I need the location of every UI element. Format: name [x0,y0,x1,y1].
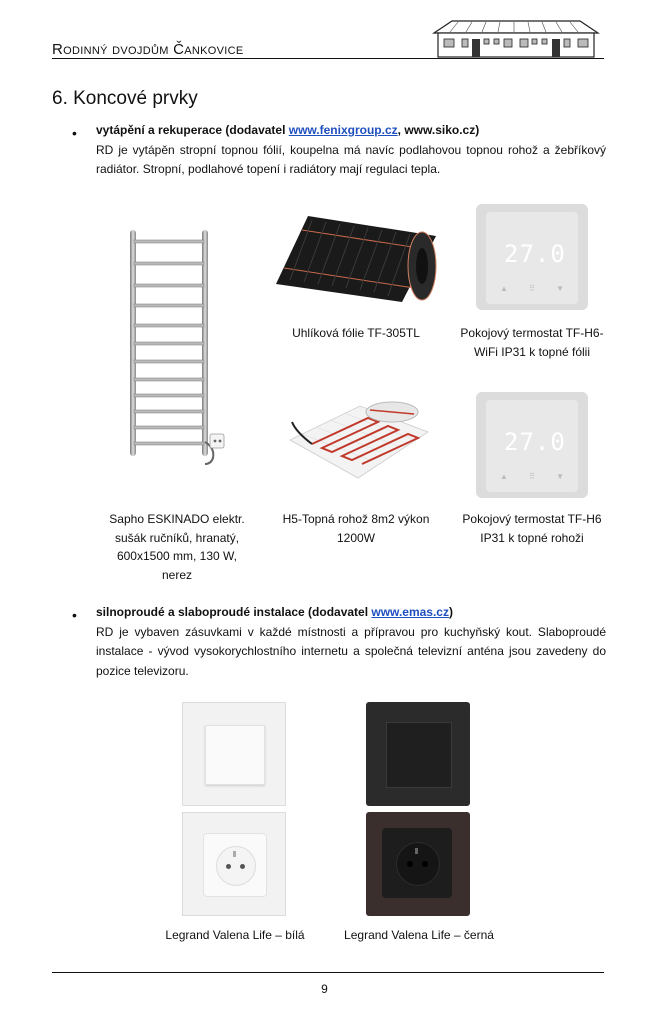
bullet-heating: • [72,125,77,141]
heating-mat-caption: H5-Topná rohož 8m2 výkon 1200W [282,512,430,545]
heating-film-caption: Uhlíková fólie TF-305TL [292,326,420,340]
black-socket-image [366,812,470,916]
bullet-electric: • [72,607,77,623]
white-variant-caption: Legrand Valena Life – bílá [165,928,305,942]
fenixgroup-link[interactable]: www.fenixgroup.cz [288,123,398,137]
footer-rule [52,972,604,973]
thermostat-wifi-image: 27.0 ▲ ⠿ ▼ [476,204,588,310]
heating-paragraph [96,121,606,180]
thermostat-ip31-image: 27.0 ▲ ⠿ ▼ [476,392,588,498]
electric-heading-end: ) [448,605,453,619]
heating-heading-end: , www.siko.cz) [397,123,480,137]
heating-film-image [272,210,442,306]
document-header-title: Rodinný dvojdům Čankovice [52,41,244,58]
page-number: 9 [321,982,328,996]
electric-paragraph [96,603,606,681]
towel-radiator-caption: Sapho ESKINADO elektr. sušák ručníků, hranatý, 600x1500 mm, 130 W, nerez [109,512,245,582]
electric-heading-start: silnoproudé a slaboproudé instalace (dodavatel [96,605,372,619]
heating-body-text: RD je vytápěn stropní topnou fólií, koupelna má navíc podlahovou topnou rohož a žebříkový radiátor. Stropní, podlahové topení i radiátory mají regulaci tepla. [96,142,606,176]
thermostat-wifi-display: 27.0 [504,240,566,268]
header-rule [52,58,604,59]
black-variant-caption: Legrand Valena Life – černá [344,928,494,942]
electric-body-text: RD je vybaven zásuvkami v každé místnosti a přípravou pro kuchyňský kout. Slaboproudé instalace - vývod vysokorychlostního internetu a společná televizní anténa jsou zavedeny do pozice televizoru. [96,624,606,678]
thermostat-ip31-display: 27.0 [504,428,566,456]
heating-heading-start: vytápění a rekuperace (dodavatel [96,123,289,137]
heating-mat-image [282,392,432,492]
thermostat-ip31-caption: Pokojový termostat TF-H6 IP31 k topné rohoži [462,512,602,545]
towel-radiator-image [110,226,230,466]
section-title: 6. Koncové prvky [52,88,198,109]
black-switch-image [366,702,470,806]
white-socket-image [182,812,286,916]
white-switch-image [182,702,286,806]
emas-link[interactable]: www.emas.cz [371,605,449,619]
house-logo [428,17,604,59]
thermostat-wifi-caption: Pokojový termostat TF-H6-WiFi IP31 k topné fólii [460,326,604,359]
